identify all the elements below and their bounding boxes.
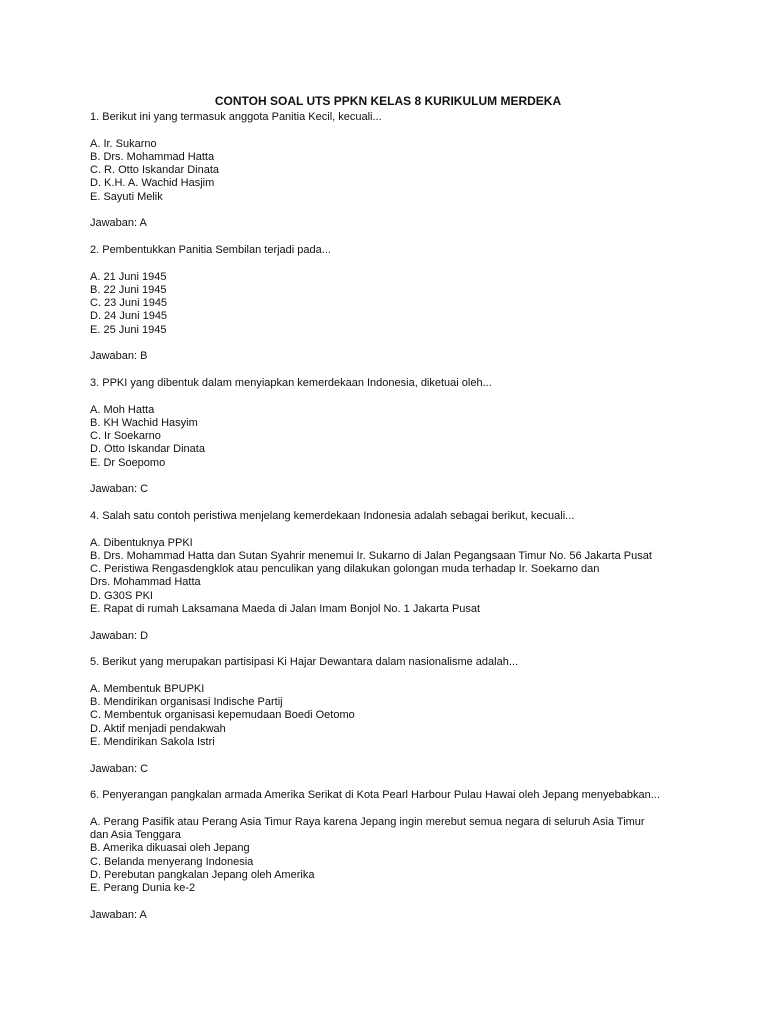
question-text: 3. PPKI yang dibentuk dalam menyiapkan kemerdekaan Indonesia, diketuai oleh... (90, 376, 492, 389)
option-d: D. K.H. A. Wachid Hasjim (90, 177, 215, 190)
option-e: E. Perang Dunia ke-2 (90, 882, 196, 895)
option-b: B. 22 Juni 1945 (90, 283, 167, 296)
answer-text: Jawaban: B (90, 350, 148, 363)
option-c: C. Ir Soekarno (90, 430, 161, 443)
question-text: 2. Pembentukkan Panitia Sembilan terjadi pada... (90, 243, 331, 256)
question-text: 5. Berikut yang merupakan partisipasi Ki Hajar Dewantara dalam nasionalisme adalah... (90, 656, 519, 669)
question-block-5 (90, 656, 728, 776)
question-block-6 (90, 789, 728, 922)
answer-text: Jawaban: D (90, 629, 149, 642)
option-a: A. Dibentuknya PPKI (90, 536, 193, 549)
question-block-4 (90, 510, 728, 643)
option-list (90, 404, 728, 470)
option-c: C. Membentuk organisasi kepemudaan Boedi Oetomo (90, 709, 355, 722)
option-b: B. KH Wachid Hasyim (90, 416, 198, 429)
question-block-3 (90, 377, 728, 497)
option-d: D. Aktif menjadi pendakwah (90, 722, 226, 735)
option-list (90, 537, 728, 617)
option-list (90, 816, 728, 896)
option-d: D. Perebutan pangkalan Jepang oleh Amerika (90, 868, 315, 881)
option-e: E. Rapat di rumah Laksamana Maeda di Jalan Imam Bonjol No. 1 Jakarta Pusat (90, 602, 481, 615)
option-c: C. R. Otto Iskandar Dinata (90, 164, 219, 177)
answer-text: Jawaban: A (90, 217, 147, 230)
option-b: B. Drs. Mohammad Hatta (90, 150, 215, 163)
option-list (90, 271, 728, 337)
question-text: 4. Salah satu contoh peristiwa menjelang kemerdekaan Indonesia adalah sebagai berikut, kecuali... (90, 509, 575, 522)
question-block-2 (90, 244, 728, 364)
option-c: C. Belanda menyerang Indonesia (90, 855, 254, 868)
question-text: 1. Berikut ini yang termasuk anggota Panitia Kecil, kecuali... (90, 111, 382, 123)
option-a: A. Perang Pasifik atau Perang Asia Timur Raya karena Jepang ingin merebut semua negara di seluruh Asia Timur (90, 815, 645, 828)
option-b: B. Drs. Mohammad Hatta dan Sutan Syahrir menemui Ir. Sukarno di Jalan Pegangsaan Timur No. 56 Jakarta Pusat (90, 549, 652, 562)
question-text: 6. Penyerangan pangkalan armada Amerika Serikat di Kota Pearl Harbour Pulau Hawai oleh Jepang menyebabkan... (90, 789, 660, 802)
option-c: C. 23 Juni 1945 (90, 297, 168, 310)
option-a: A. Ir. Sukarno (90, 137, 157, 150)
answer-text: Jawaban: C (90, 483, 149, 496)
option-a: A. Moh Hatta (90, 403, 155, 416)
option-e: E. Sayuti Melik (90, 190, 163, 203)
option-d: D. G30S PKI (90, 589, 153, 602)
option-list (90, 683, 728, 749)
question-block-1 (90, 111, 728, 231)
answer-text: Jawaban: C (90, 762, 149, 775)
answer-text: Jawaban: A (90, 908, 147, 921)
option-c: C. Peristiwa Rengasdengklok atau penculikan yang dilakukan golongan muda terhadap Ir. Soekarno dan (90, 563, 600, 576)
option-c-continued: Drs. Mohammad Hatta (90, 576, 201, 589)
option-d: D. Otto Iskandar Dinata (90, 443, 205, 456)
option-list (90, 138, 728, 204)
option-d: D. 24 Juni 1945 (90, 310, 168, 323)
document-title: CONTOH SOAL UTS PPKN KELAS 8 KURIKULUM MERDEKA (214, 94, 562, 108)
option-b: B. Mendirikan organisasi Indische Partij (90, 696, 283, 709)
option-e: E. Mendirikan Sakola Istri (90, 735, 215, 748)
option-e: E. Dr Soepomo (90, 456, 166, 469)
option-a: A. Membentuk BPUPKI (90, 682, 205, 695)
option-a: A. 21 Juni 1945 (90, 270, 167, 283)
option-e: E. 25 Juni 1945 (90, 323, 167, 336)
option-b: B. Amerika dikuasai oleh Jepang (90, 842, 250, 855)
option-a-continued: dan Asia Tenggara (90, 829, 181, 842)
